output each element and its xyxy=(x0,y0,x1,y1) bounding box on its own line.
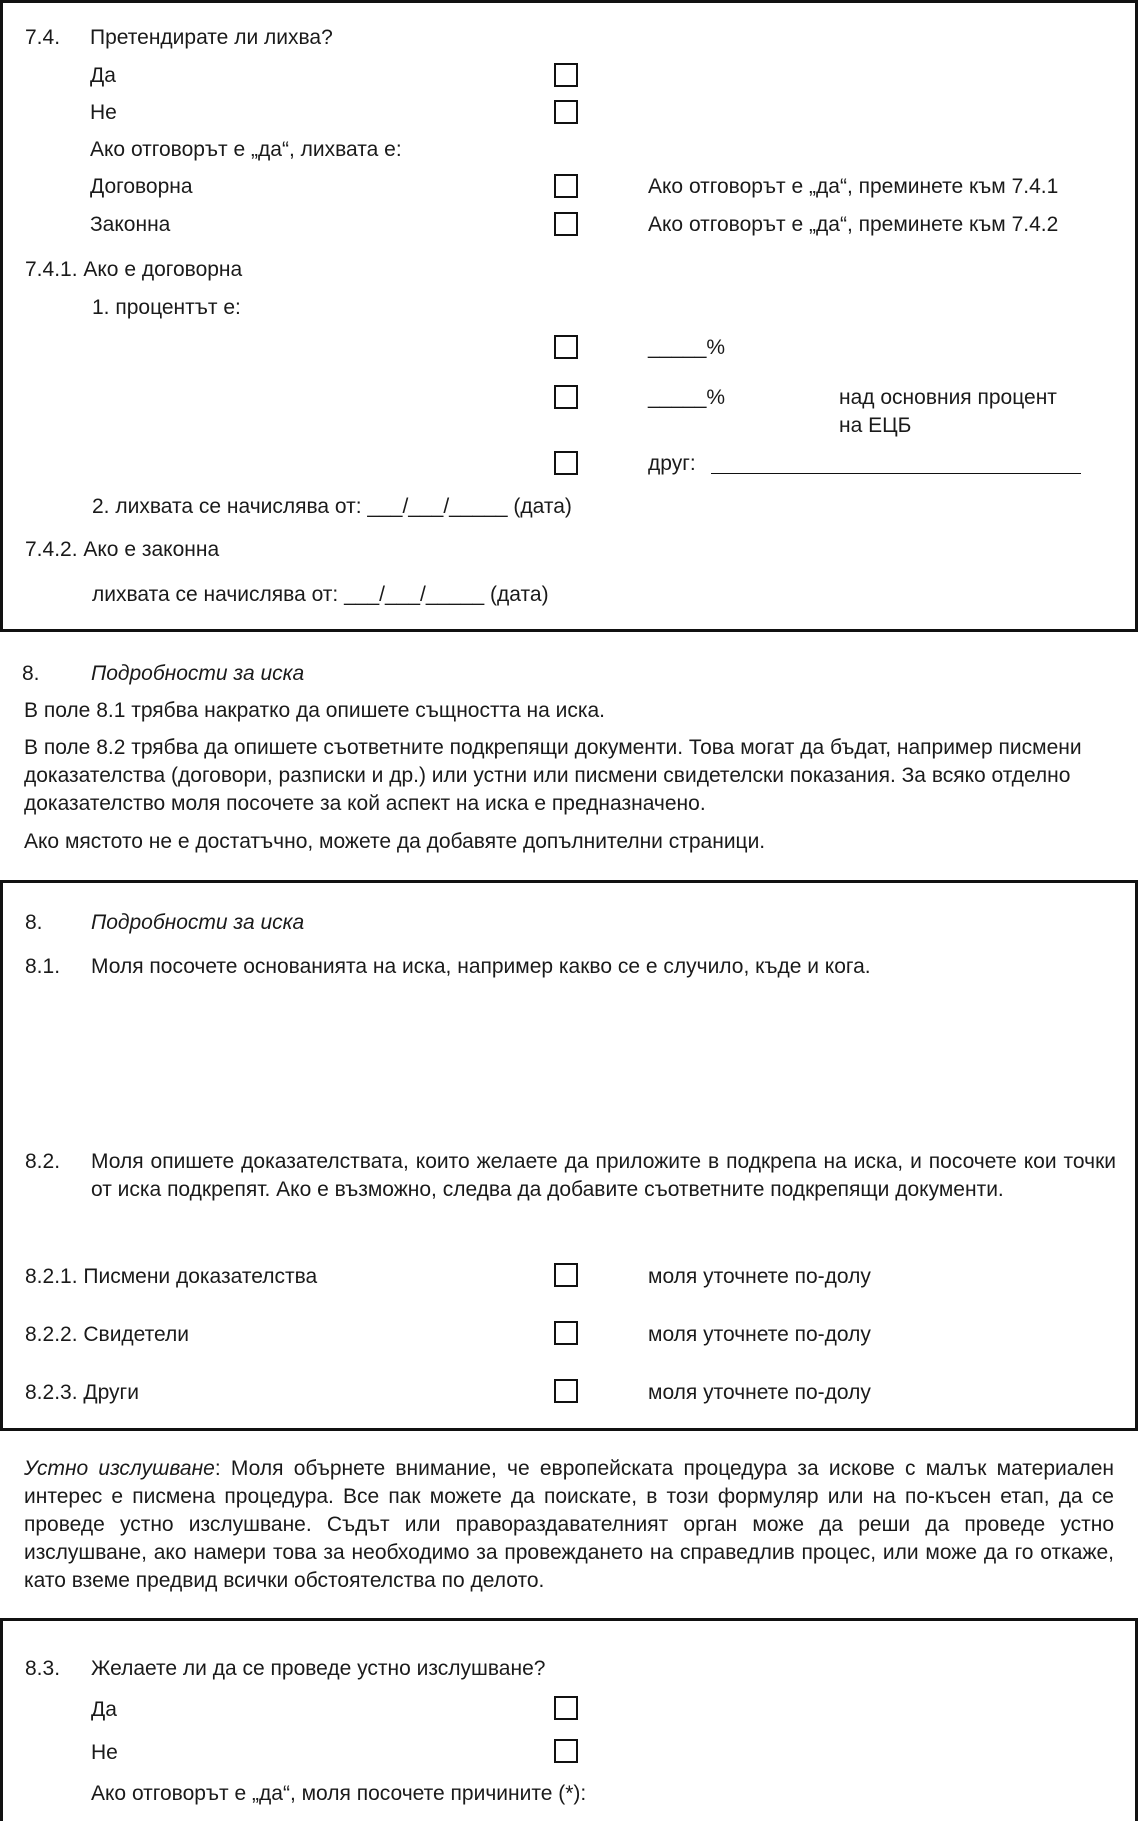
contractual-checkbox[interactable] xyxy=(554,174,578,198)
evidence-written-checkbox[interactable] xyxy=(554,1263,578,1287)
rate-label: 1. процентът е: xyxy=(92,296,241,319)
ecb-rate-checkbox[interactable] xyxy=(554,385,578,409)
evidence-written-label: 8.2.1. Писмени доказателства xyxy=(25,1265,318,1288)
contractual-accrual-date[interactable]: 2. лихвата се начислява от: ___/___/_____ (дата) xyxy=(92,495,572,518)
statutory-accrual-date[interactable]: лихвата се начислява от: ___/___/_____ (дата) xyxy=(92,583,549,606)
hearing-yes-label: Да xyxy=(91,1698,117,1721)
ecb-label-line2: на ЕЦБ xyxy=(839,414,912,437)
instructions-p2: В поле 8.2 трябва да опишете съответните подкрепящи документи. Това могат да бъдат, например писмени доказателства (договори, разписки и др.) или устни или писмени свидетелски показания. За всяко отделно доказателство моля посочете за кой аспект на иска е предназначено. xyxy=(24,736,1082,815)
section-8-box xyxy=(0,880,1138,1431)
other-rate-checkbox[interactable] xyxy=(554,451,578,475)
instructions-title: Подробности за иска xyxy=(91,662,305,685)
evidence-other-label: 8.2.3. Други xyxy=(25,1381,139,1404)
oral-hearing-note xyxy=(24,1455,1114,1595)
statutory-note: Ако отговорът е „да“, преминете към 7.4.2 xyxy=(648,213,1059,236)
section-7-4-2-title: 7.4.2. Ако е законна xyxy=(25,538,220,561)
hearing-no-label: Не xyxy=(91,1741,118,1764)
q82-number: 8.2. xyxy=(25,1150,61,1173)
hearing-reasons-label: Ако отговорът е „да“, моля посочете причините (*): xyxy=(91,1782,587,1805)
evidence-other-note: моля уточнете по-долу xyxy=(648,1381,871,1404)
ecb-rate-field[interactable]: _____% xyxy=(648,386,726,409)
q82-text: Моля опишете доказателствата, които желаете да приложите в подкрепа на иска, и посочете кои точки от иска подкрепят. Ако е възможно, следва да добавите съответните подкрепящи документи. xyxy=(91,1150,1116,1201)
section-7-4-box xyxy=(0,0,1138,632)
section-number: 8. xyxy=(25,911,43,934)
section-7-4-1-title: 7.4.1. Ако е договорна xyxy=(25,258,243,281)
section-title: Подробности за иска xyxy=(91,911,305,934)
contractual-note: Ако отговорът е „да“, преминете към 7.4.1 xyxy=(648,175,1059,198)
yes-label: Да xyxy=(90,64,116,87)
fixed-rate-field[interactable]: _____% xyxy=(648,336,726,359)
oral-hearing-text: : Моля обърнете внимание, че европейската процедура за искове с малък материален интерес е писмена процедура. Все пак можете да поискате, в този формуляр или на по-късен етап, да се проведе устно изслушване. Съдът или правораздавателният орган може да реши да проведе устно изслушване, ако намери това за необходимо за провеждането на справедлив процес, или може да го откаже, като вземе предвид всички обстоятелства по делото. xyxy=(24,1457,1114,1592)
instructions-number: 8. xyxy=(22,662,40,685)
statutory-checkbox[interactable] xyxy=(554,212,578,236)
evidence-witnesses-note: моля уточнете по-долу xyxy=(648,1323,871,1346)
evidence-other-checkbox[interactable] xyxy=(554,1379,578,1403)
other-rate-label: друг: xyxy=(648,452,696,475)
evidence-witnesses-checkbox[interactable] xyxy=(554,1321,578,1345)
statutory-label: Законна xyxy=(90,213,171,236)
q81-number: 8.1. xyxy=(25,955,61,978)
claim-grounds-textarea[interactable] xyxy=(91,987,1111,1107)
hearing-no-checkbox[interactable] xyxy=(554,1739,578,1763)
q83-number: 8.3. xyxy=(25,1657,61,1680)
q81-text: Моля посочете основанията на иска, например какво се е случило, къде и кога. xyxy=(91,955,871,978)
section-number: 7.4. xyxy=(25,26,61,49)
evidence-witnesses-label: 8.2.2. Свидетели xyxy=(25,1323,190,1346)
interest-question: Претендирате ли лихва? xyxy=(90,26,333,49)
oral-hearing-title: Устно изслушване xyxy=(24,1457,215,1480)
instructions-p1: В поле 8.1 трябва накратко да опишете същността на иска. xyxy=(24,699,606,722)
fixed-rate-checkbox[interactable] xyxy=(554,335,578,359)
evidence-written-note: моля уточнете по-долу xyxy=(648,1265,871,1288)
contractual-label: Договорна xyxy=(90,175,193,198)
interest-no-checkbox[interactable] xyxy=(554,100,578,124)
ecb-label-line1: над основния процент xyxy=(839,386,1057,409)
q83-question: Желаете ли да се проведе устно изслушване? xyxy=(91,1657,546,1680)
instructions-p3: Ако мястото не е достатъчно, можете да добавяте допълнителни страници. xyxy=(24,830,766,853)
interest-yes-checkbox[interactable] xyxy=(554,63,578,87)
other-rate-field[interactable] xyxy=(711,455,1081,474)
section-8-3-box xyxy=(0,1618,1138,1821)
no-label: Не xyxy=(90,101,117,124)
if-yes-label: Ако отговорът е „да“, лихвата е: xyxy=(90,138,402,161)
hearing-yes-checkbox[interactable] xyxy=(554,1696,578,1720)
